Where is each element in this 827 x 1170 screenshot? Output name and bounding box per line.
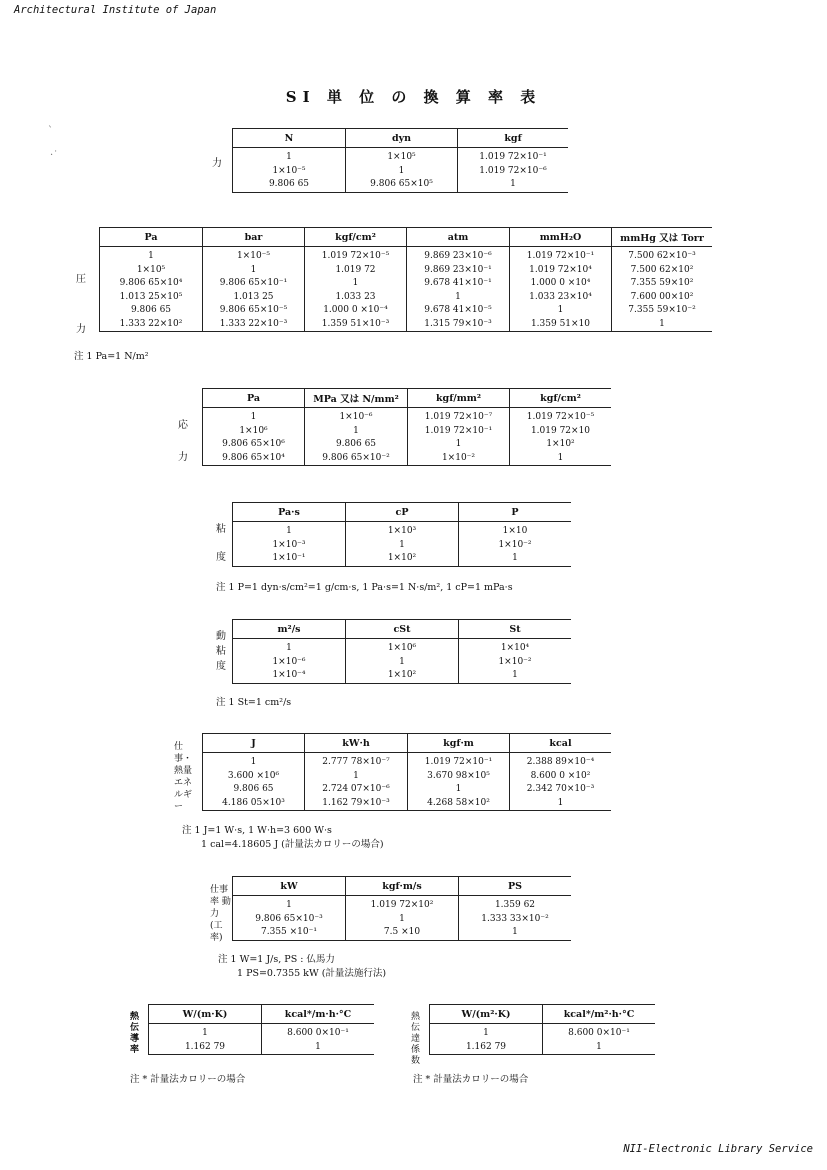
table-cell: 1.019 72×10⁴: [510, 264, 612, 278]
conductivity-label: 熱伝導率: [130, 1012, 140, 1055]
table-row: [233, 539, 572, 553]
table-row: [100, 291, 713, 305]
transfer-block: [405, 1004, 655, 1066]
column-header: kgf·m/s: [346, 877, 459, 896]
table-cell: 1.019 72×10²: [346, 896, 459, 913]
table-cell: 1×10⁻²: [408, 452, 510, 466]
table-cell: 1.000 0 ×10⁴: [510, 277, 612, 291]
column-header: kgf/cm²: [305, 228, 407, 247]
table-row: [233, 926, 572, 940]
table-row: [233, 178, 569, 192]
table-cell: 1: [286, 643, 292, 653]
stress-block: [172, 388, 611, 466]
table-row: [203, 452, 612, 466]
table-cell: 1: [202, 1028, 208, 1038]
energy-table: [202, 733, 611, 811]
table-cell: 1: [305, 277, 407, 291]
force-label: 力: [212, 158, 222, 169]
table-cell: 1×10³: [346, 522, 459, 539]
table-cell: 1.000 0 ×10⁻⁴: [305, 304, 407, 318]
viscosity-label: 粘度: [216, 524, 226, 563]
table-cell: 1.162 79: [465, 1041, 507, 1052]
table-row: [203, 783, 612, 797]
table-cell: 2.388 89×10⁻⁴: [510, 753, 612, 770]
power-note-1: 注 1 W=1 J/s, PS : 仏馬力: [218, 954, 335, 965]
table-cell: 8.600 0 ×10²: [510, 770, 612, 784]
column-header: kW: [233, 877, 346, 896]
table-row: [100, 277, 713, 291]
table-cell: 7.355 ×10⁻¹: [261, 927, 317, 937]
kinematic-label: 動粘度: [216, 631, 226, 672]
table-row: [100, 264, 713, 278]
kinematic-block: [208, 619, 571, 684]
table-row: [233, 165, 569, 179]
conductivity-block: [124, 1004, 374, 1055]
table-cell: 1.013 25×10⁵: [119, 291, 183, 302]
table-cell: 1.333 33×10⁻²: [459, 913, 572, 927]
conductivity-table: [148, 1004, 374, 1055]
table-cell: 7.355 59×10⁻²: [612, 304, 713, 318]
header-row: [233, 129, 569, 148]
table-cell: 8.600 0×10⁻¹: [262, 1024, 375, 1041]
table-cell: 1: [250, 757, 257, 767]
table-cell: 9.678 41×10⁻¹: [407, 277, 510, 291]
table-cell: 1×10⁻⁵: [203, 247, 305, 264]
table-cell: 9.806 65×10⁴: [119, 278, 183, 288]
stress-table: [202, 388, 611, 466]
table-cell: 1×10⁻²: [459, 539, 572, 553]
table-cell: 1×10⁻¹: [272, 553, 306, 563]
table-cell: 1.033 23: [305, 291, 407, 305]
table-cell: 1×10⁴: [459, 639, 572, 656]
scan-mark: ·˙: [50, 150, 59, 161]
header-row: [203, 734, 612, 753]
table-row: [430, 1041, 656, 1055]
table-row: [149, 1041, 375, 1055]
table-row: [233, 913, 572, 927]
table-cell: 1: [510, 797, 612, 811]
table-cell: 9.806 65: [130, 305, 172, 315]
table-cell: 1: [459, 552, 572, 566]
table-cell: 1: [305, 425, 408, 439]
table-cell: 1: [459, 926, 572, 940]
header-row: [203, 389, 612, 408]
power-block: [208, 876, 571, 941]
table-cell: 1: [543, 1041, 656, 1055]
table-cell: 1×10: [459, 522, 572, 539]
table-row: [233, 522, 572, 539]
table-cell: 9.806 65×10⁴: [222, 452, 285, 463]
table-cell: 9.806 65×10⁻⁵: [203, 304, 305, 318]
table-cell: 2.777 78×10⁻⁷: [305, 753, 408, 770]
energy-note-1: 注 1 J=1 W·s, 1 W·h=3 600 W·s: [182, 825, 332, 836]
table-cell: 7.500 62×10⁻³: [612, 247, 713, 264]
header-row: [149, 1005, 375, 1024]
table-cell: 2.342 70×10⁻³: [510, 783, 612, 797]
header-row: [233, 877, 572, 896]
table-cell: 1×10⁻⁴: [272, 670, 306, 680]
header-library-service: NII-Electronic Library Service: [623, 1143, 813, 1155]
table-row: [233, 552, 572, 566]
table-row: [233, 639, 572, 656]
table-cell: 1: [286, 526, 292, 536]
table-cell: 8.600 0×10⁻¹: [543, 1024, 656, 1041]
table-cell: 1: [305, 770, 408, 784]
conductivity-note: 注 * 計量法カロリーの場合: [130, 1074, 246, 1085]
table-cell: 7.600 00×10²: [612, 291, 713, 305]
table-row: [233, 896, 572, 913]
table-cell: 9.806 65×10⁵: [346, 178, 458, 192]
header-institute: Architectural Institute of Japan: [14, 4, 217, 16]
table-cell: 1: [286, 900, 292, 910]
column-header: atm: [407, 228, 510, 247]
table-cell: 1: [262, 1041, 375, 1055]
table-cell: 9.678 41×10⁻⁵: [407, 304, 510, 318]
table-cell: 1×10²: [346, 669, 459, 683]
column-header: MPa 又は N/mm²: [305, 389, 408, 408]
table-cell: 1×10⁵: [346, 148, 458, 165]
table-cell: 1.019 72×10⁻¹: [408, 753, 510, 770]
viscosity-table: [232, 502, 571, 567]
table-cell: 1×10⁻³: [272, 539, 306, 550]
header-row: [430, 1005, 656, 1024]
table-row: [100, 247, 713, 264]
table-row: [203, 438, 612, 452]
table-cell: 9.869 23×10⁻¹: [407, 264, 510, 278]
pressure-table: [99, 227, 712, 332]
column-header: kcal*/m²·h·°C: [543, 1005, 656, 1024]
page-title: SI 単 位 の 換 算 率 表: [285, 88, 542, 106]
header-row: [233, 503, 572, 522]
table-cell: 1.333 22×10⁻³: [203, 318, 305, 332]
table-row: [233, 669, 572, 683]
energy-label: 仕事・熱量 エネルギー: [174, 742, 193, 812]
table-cell: 1×10²: [510, 438, 612, 452]
table-cell: 1.359 51×10⁻³: [305, 318, 407, 332]
column-header: dyn: [346, 129, 458, 148]
column-header: kgf/mm²: [408, 389, 510, 408]
column-header: mmH₂O: [510, 228, 612, 247]
table-cell: 9.806 65×10⁻³: [255, 913, 323, 924]
table-cell: 1×10⁻⁶: [272, 656, 306, 667]
table-cell: 1.359 51×10: [510, 318, 612, 332]
table-cell: 1×10⁻⁶: [305, 408, 408, 425]
table-cell: 1×10²: [346, 552, 459, 566]
column-header: m²/s: [233, 620, 346, 639]
column-header: kcal*/m·h·°C: [262, 1005, 375, 1024]
header-row: [100, 228, 713, 247]
column-header: Pa·s: [233, 503, 346, 522]
table-cell: 1×10⁶: [239, 425, 268, 436]
table-cell: 9.806 65: [233, 784, 274, 794]
pressure-note: 注 1 Pa=1 N/m²: [74, 351, 149, 362]
column-header: W/(m·K): [149, 1005, 262, 1024]
table-row: [203, 797, 612, 811]
table-row: [233, 656, 572, 670]
table-row: [203, 408, 612, 425]
table-cell: 1: [458, 178, 569, 192]
table-cell: 1.162 79: [184, 1041, 226, 1052]
transfer-table: [429, 1004, 655, 1055]
table-cell: 1.019 72×10⁻⁵: [510, 408, 612, 425]
table-cell: 9.806 65: [305, 438, 408, 452]
table-cell: 1.162 79×10⁻³: [305, 797, 408, 811]
column-header: St: [459, 620, 572, 639]
energy-block: [172, 733, 611, 811]
table-cell: 1: [346, 656, 459, 670]
pressure-label: 圧力: [76, 274, 86, 335]
scan-mark: ˋ: [48, 126, 53, 137]
table-cell: 1: [286, 152, 292, 162]
column-header: cP: [346, 503, 459, 522]
column-header: kW·h: [305, 734, 408, 753]
column-header: P: [459, 503, 572, 522]
table-cell: 1: [203, 264, 305, 278]
table-cell: 1: [407, 291, 510, 305]
table-cell: 1.019 72: [305, 264, 407, 278]
table-cell: 7.5 ×10: [346, 926, 459, 940]
kinematic-table: [232, 619, 571, 684]
table-cell: 1: [483, 1028, 489, 1038]
table-cell: 1: [459, 669, 572, 683]
table-cell: 7.355 59×10²: [612, 277, 713, 291]
table-cell: 2.724 07×10⁻⁶: [305, 783, 408, 797]
table-cell: 1: [346, 165, 458, 179]
column-header: cSt: [346, 620, 459, 639]
table-cell: 1×10⁻²: [459, 656, 572, 670]
table-cell: 1.019 72×10⁻⁶: [458, 165, 569, 179]
table-cell: 9.806 65×10⁻²: [305, 452, 408, 466]
force-table: [232, 128, 568, 193]
column-header: kgf·m: [408, 734, 510, 753]
table-cell: 1: [148, 251, 154, 261]
power-label: 仕事率 動力 (工率): [210, 885, 231, 943]
table-cell: 1: [408, 783, 510, 797]
table-cell: 4.268 58×10²: [408, 797, 510, 811]
table-cell: 1.019 72×10⁻⁵: [305, 247, 407, 264]
table-cell: 1.019 72×10: [510, 425, 612, 439]
table-row: [149, 1024, 375, 1041]
table-cell: 1×10⁵: [136, 264, 166, 275]
table-row: [203, 753, 612, 770]
power-table: [232, 876, 571, 941]
column-header: W/(m²·K): [430, 1005, 543, 1024]
table-row: [233, 148, 569, 165]
table-cell: 1: [510, 304, 612, 318]
table-cell: 1.019 72×10⁻⁷: [408, 408, 510, 425]
viscosity-note: 注 1 P=1 dyn·s/cm²=1 g/cm·s, 1 Pa·s=1 N·s/m², 1 cP=1 mPa·s: [216, 582, 513, 593]
column-header: Pa: [100, 228, 203, 247]
column-header: bar: [203, 228, 305, 247]
table-cell: 1×10⁶: [346, 639, 459, 656]
transfer-note: 注 * 計量法カロリーの場合: [413, 1074, 529, 1085]
table-cell: 1.033 23×10⁴: [510, 291, 612, 305]
header-row: [233, 620, 572, 639]
table-cell: 1: [346, 913, 459, 927]
table-cell: 1.315 79×10⁻³: [407, 318, 510, 332]
table-cell: 1: [510, 452, 612, 466]
table-row: [203, 770, 612, 784]
stress-label: 応力: [178, 420, 188, 463]
pressure-block: [68, 227, 712, 335]
table-cell: 4.186 05×10³: [222, 797, 285, 808]
table-cell: 9.806 65×10⁻¹: [203, 277, 305, 291]
transfer-label: 熱伝達係数: [411, 1012, 421, 1066]
column-header: kgf/cm²: [510, 389, 612, 408]
column-header: N: [233, 129, 346, 148]
viscosity-block: [208, 502, 571, 567]
table-cell: 1.013 25: [203, 291, 305, 305]
column-header: kcal: [510, 734, 612, 753]
table-cell: 1.333 22×10²: [119, 318, 183, 329]
table-cell: 1.019 72×10⁻¹: [458, 148, 569, 165]
table-cell: 9.806 65×10⁶: [222, 439, 285, 449]
table-cell: 9.806 65: [268, 179, 310, 189]
table-cell: 3.600 ×10⁶: [227, 770, 280, 781]
column-header: Pa: [203, 389, 305, 408]
table-cell: 1: [612, 318, 713, 332]
table-cell: 1: [250, 412, 257, 422]
table-row: [100, 318, 713, 332]
table-cell: 1: [408, 438, 510, 452]
table-cell: 1.359 62: [459, 896, 572, 913]
kinematic-note: 注 1 St=1 cm²/s: [216, 697, 292, 708]
table-cell: 3.670 98×10⁵: [408, 770, 510, 784]
table-cell: 9.869 23×10⁻⁶: [407, 247, 510, 264]
table-cell: 1.019 72×10⁻¹: [408, 425, 510, 439]
table-cell: 1.019 72×10⁻¹: [510, 247, 612, 264]
column-header: J: [203, 734, 305, 753]
table-row: [430, 1024, 656, 1041]
column-header: kgf: [458, 129, 569, 148]
column-header: mmHg 又は Torr: [612, 228, 713, 247]
table-row: [203, 425, 612, 439]
force-block: [208, 128, 568, 193]
table-cell: 7.500 62×10²: [612, 264, 713, 278]
table-cell: 1×10⁻⁵: [272, 165, 306, 176]
table-row: [100, 304, 713, 318]
power-note-2: 1 PS=0.7355 kW (計量法施行法): [237, 968, 387, 979]
table-cell: 1: [346, 539, 459, 553]
energy-note-2: 1 cal=4.18605 J (計量法カロリーの場合): [201, 839, 384, 850]
column-header: PS: [459, 877, 572, 896]
